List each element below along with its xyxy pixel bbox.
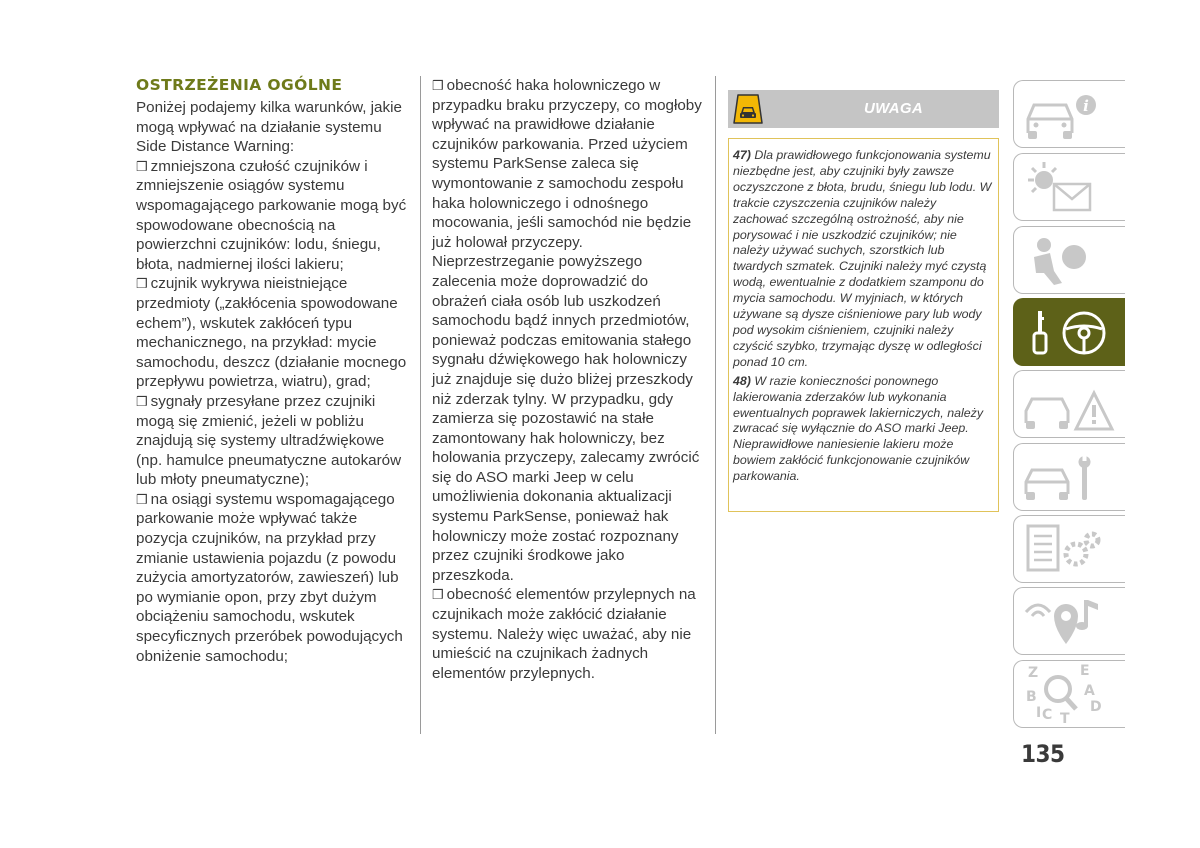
svg-text:i: i — [1083, 97, 1089, 115]
checkbox-bullet-icon: ❒ — [136, 276, 148, 292]
alphabet-magnifier-icon — [1014, 661, 1126, 729]
index-letter: Z — [1028, 665, 1039, 681]
section-heading: OSTRZEŻENIA OGÓLNE — [136, 76, 343, 94]
list-item: ❒ zmniejszona czułość czujników i zmniejszenie osiągów systemu wspomagającego parkowanie mogą być spowodowane obecnością na powierzchni czujników: lodu, śniegu, błota, nadmiernej ilości lakieru; — [136, 157, 407, 273]
checkbox-bullet-icon: ❒ — [432, 78, 444, 93]
list-item: ❒ obecność haka holowniczego w przypadku braku przyczepy, co mogłoby wpływać na prawidłowe działanie czujników parkowania. Przed użyciem systemu ParkSense zaleca się wymontowanie z samochodu zespołu haka holowniczego i odnośnego mocowania, jeśli samochód nie będzie już holował przyczepy. Nieprzestrzeganie powyższego zalecenia może doprowadzić do obrażeń ciała osób lub uszkodzeń samochodu bądź innych przedmiotów, ponieważ podczas emitowania stałego sygnału dźwiękowego hak holowniczy już znajduje się dużo bliżej przeszkody niż zderzak tylny. W przypadku, gdy zamierza się pozostawić na stałe zamontowany hak holowniczy, bez holowania przyczepy, zalecamy zwrócić się do ASO marki Jeep w celu umożliwienia dokonania aktualizacji systemu ParkSense, ponieważ hak holowniczy może zostać rozpoznany przez czujniki środkowe jako przeszkoda. — [432, 77, 702, 584]
music-note-location-icon — [1014, 588, 1126, 656]
document-gears-icon — [1014, 516, 1126, 584]
tab-safety[interactable] — [1013, 226, 1125, 294]
index-letter: I — [1036, 705, 1042, 721]
sun-mail-icon — [1014, 154, 1126, 222]
checkbox-bullet-icon: ❒ — [136, 491, 148, 507]
index-letter: A — [1084, 683, 1095, 699]
car-wrench-icon — [1014, 444, 1126, 512]
warning-note: 48) W razie konieczności ponownego lakierowania zderzaków lub wykonania ewentualnych poprawek lakierniczych, należy zwracać się wyłącznie do ASO marki Jeep. Nieprawidłowe naniesienie lakieru może bowiem zakłócić funkcjonowanie czujników parkowania. — [733, 373, 984, 484]
column-1 — [136, 76, 408, 666]
car-warning-triangle-icon — [1014, 371, 1126, 439]
page-number: 135 — [1021, 740, 1065, 768]
index-letter: E — [1080, 663, 1090, 679]
list-item: ❒ na osiągi systemu wspomagającego parkowanie może wpływać także pozycja czujników, na przykład przy zmianie ustawienia pojazdu (z powodu zużycia amortyzatorów, zawieszeń) lub po wymianie opon, przy zbyt dużym obciążeniu samochodu, wskutek specyficznych przeróbek powodujących obniżenie samochodu; — [136, 490, 403, 665]
note-number: 47) — [733, 148, 751, 162]
tab-car-info[interactable] — [1013, 80, 1125, 148]
tab-maintenance[interactable] — [1013, 443, 1125, 511]
warning-body — [728, 138, 999, 512]
column-divider — [715, 76, 716, 734]
column-divider — [420, 76, 421, 734]
car-warning-icon — [732, 93, 764, 125]
index-letter: T — [1060, 711, 1070, 727]
tab-multimedia[interactable] — [1013, 587, 1125, 655]
key-steering-wheel-icon — [1014, 299, 1126, 367]
tab-lights-messages[interactable] — [1013, 153, 1125, 221]
list-item: ❒ obecność elementów przylepnych na czujnikach może zakłócić działanie systemu. Należy więc uważać, aby nie umieścić na czujnikach żadnych elementów przylepnych. — [432, 586, 696, 682]
warning-header — [728, 90, 999, 128]
airbag-seat-icon — [1014, 227, 1126, 295]
checkbox-bullet-icon: ❒ — [432, 587, 444, 603]
checkbox-bullet-icon: ❒ — [136, 158, 148, 174]
intro-paragraph: Poniżej podajemy kilka warunków, jakie mogą wpływać na działanie systemu Side Distance Warning: — [136, 99, 402, 156]
warning-note: 47) Dla prawidłowego funkcjonowania systemu niezbędne jest, aby czujniki były zawsze oczyszczone z błota, brudu, śniegu lub lodu. W trakcie czyszczenia czujników należy zachować szczególną ostrożność, aby nie porysować i nie uszkodzić czujników; nie należy używać suchych, szorstkich lub twardych szmatek. Czujniki należy myć czystą wodą, ewentualnie z dodatkiem szamponu do mycia samochodu. W myjniach, w których używane są dysze ciśnieniowe pary lub wody pod wysokim ciśnieniem, czujniki należy czyścić szybko, trzymając dyszę w odległości ponad 10 cm. — [733, 148, 992, 369]
index-letter: C — [1042, 707, 1053, 723]
index-letter: D — [1090, 699, 1102, 715]
index-letter: B — [1026, 689, 1037, 705]
tab-starting-driving[interactable] — [1013, 298, 1125, 366]
warning-title: UWAGA — [864, 100, 923, 117]
column-2 — [432, 76, 704, 683]
car-info-icon — [1014, 81, 1126, 149]
list-item: ❒ sygnały przesyłane przez czujniki mogą się zmienić, jeżeli w pobliżu znajdują się systemy ultradźwiękowe (np. hamulce pneumatyczne autokarów lub młoty pneumatyczne); — [136, 392, 402, 489]
tab-technical-data[interactable] — [1013, 515, 1125, 583]
list-item: ❒ czujnik wykrywa nieistniejące przedmioty („zakłócenia spowodowane echem”), wskutek zakłóceń typu mechanicznego, na przykład: mycie samochodu, deszcz (działanie mocnego przepływu powietrza, wiatru), grad; — [136, 275, 407, 391]
tab-emergency[interactable] — [1013, 370, 1125, 438]
tab-index[interactable] — [1013, 660, 1125, 728]
note-number: 48) — [733, 373, 751, 388]
checkbox-bullet-icon: ❒ — [136, 393, 148, 409]
